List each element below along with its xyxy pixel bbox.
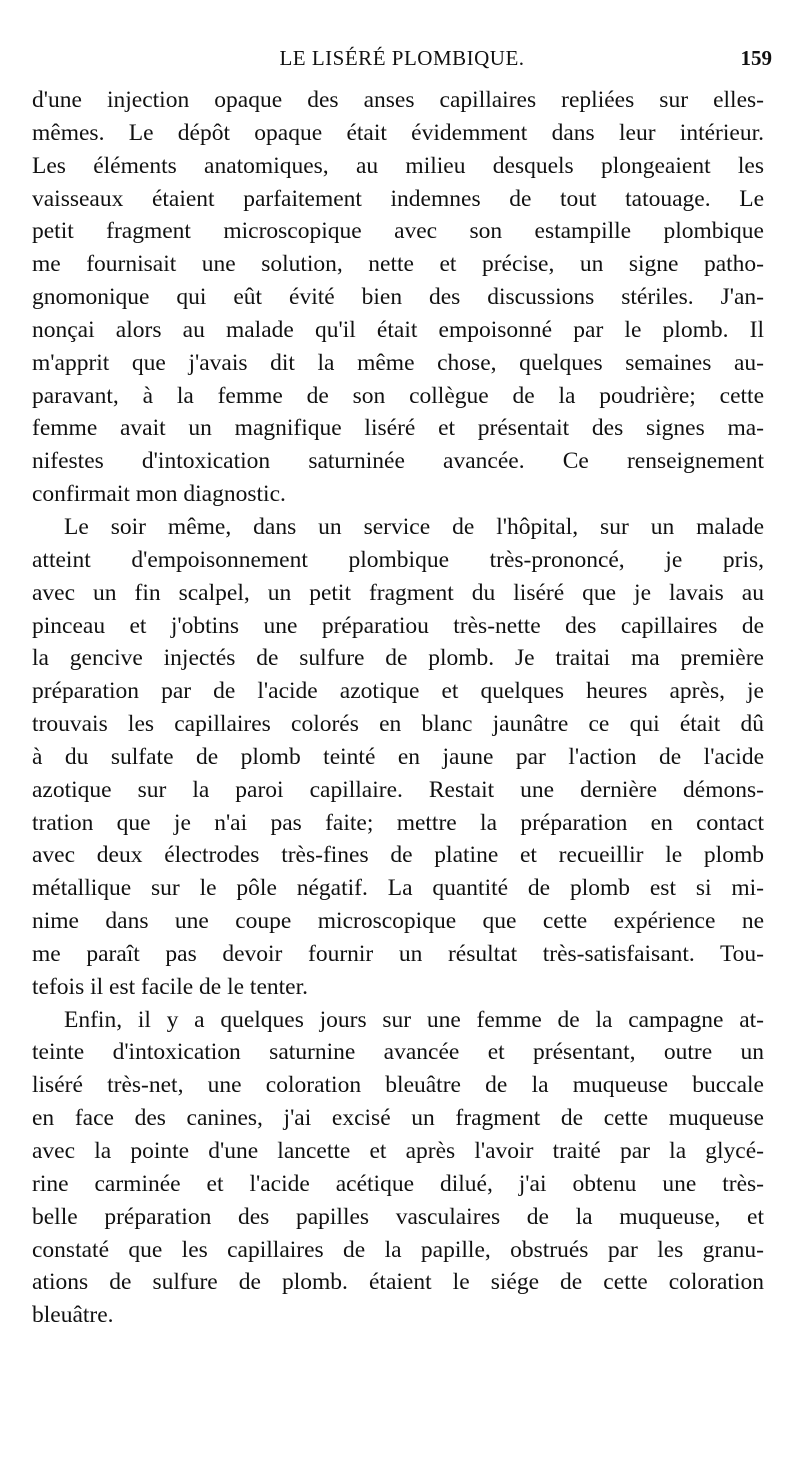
text-line: me fournisait une solution, nette et précise, un signe patho- [32, 251, 764, 278]
text-line: bleuâtre. [32, 1302, 114, 1329]
text-line: liséré très-net, une coloration bleuâtre de la muqueuse buccale [32, 1072, 764, 1099]
page-number: 159 [740, 46, 772, 70]
text-line: azotique sur la paroi capillaire. Restait une dernière démons- [32, 776, 764, 803]
text-line: confirmait mon diagnostic. [32, 481, 286, 508]
text-line: avec deux électrodes très-fines de platine et recueillir le plomb [32, 842, 764, 869]
text-line: petit fragment microscopique avec son estampille plombique [32, 218, 764, 245]
paragraph-3 [32, 1004, 764, 1332]
running-title: LE LISÉRÉ PLOMBIQUE. [279, 46, 525, 70]
text-line: nime dans une coupe microscopique que cette expérience ne [32, 908, 764, 935]
text-line: Le soir même, dans un service de l'hôpital, sur un malade [64, 513, 764, 540]
text-line: teinte d'intoxication saturnine avancée et présentant, outre un [32, 1039, 764, 1066]
text-line: métallique sur le pôle négatif. La quantité de plomb est si mi- [32, 875, 764, 902]
text-line: me paraît pas devoir fournir un résultat très-satisfaisant. Tou- [32, 940, 764, 967]
text-line: préparation par de l'acide azotique et quelques heures après, je [32, 678, 764, 705]
text-line: rine carminée et l'acide acétique dilué, j'ai obtenu une très- [32, 1170, 764, 1197]
text-line: nonçai alors au malade qu'il était empoisonné par le plomb. Il [32, 316, 764, 343]
running-head [32, 46, 772, 76]
text-line: nifestes d'intoxication saturninée avancée. Ce renseignement [32, 448, 764, 475]
text-line: atteint d'empoisonnement plombique très-prononcé, je pris, [32, 546, 764, 573]
text-line: Enfin, il y a quelques jours sur une femme de la campagne at- [64, 1006, 764, 1033]
text-line: gnomonique qui eût évité bien des discussions stériles. J'an- [32, 284, 764, 311]
text-line: vaisseaux étaient parfaitement indemnes de tout tatouage. Le [32, 185, 764, 212]
text-line: tefois il est facile de le tenter. [32, 973, 309, 1000]
text-line: la gencive injectés de sulfure de plomb. Je traitai ma première [32, 645, 764, 672]
text-line: mêmes. Le dépôt opaque était évidemment dans leur intérieur. [32, 119, 764, 146]
text-line: constaté que les capillaires de la papille, obstrués par les granu- [32, 1236, 764, 1263]
text-line: belle préparation des papilles vasculaires de la muqueuse, et [32, 1203, 764, 1230]
text-line: trouvais les capillaires colorés en blanc jaunâtre ce qui était dû [32, 711, 764, 738]
text-line: d'une injection opaque des anses capillaires repliées sur elles- [32, 87, 764, 113]
text-line: tration que je n'ai pas faite; mettre la préparation en contact [32, 809, 764, 836]
text-line: avec la pointe d'une lancette et après l'avoir traité par la glycé- [32, 1138, 764, 1164]
text-line: m'apprit que j'avais dit la même chose, quelques semaines au- [32, 349, 764, 376]
text-line: avec un fin scalpel, un petit fragment du liséré que je lavais au [32, 579, 764, 606]
text-line: paravant, à la femme de son collègue de la poudrière; cette [32, 382, 764, 409]
text-line: ations de sulfure de plomb. étaient le siége de cette coloration [32, 1269, 764, 1296]
text-line: Les éléments anatomiques, au milieu desquels plongeaient les [32, 152, 764, 179]
paragraph-2 [32, 511, 764, 1004]
paragraph-1 [32, 84, 764, 511]
text-line: en face des canines, j'ai excisé un fragment de cette muqueuse [32, 1105, 764, 1132]
body-text [32, 84, 764, 1332]
text-line: à du sulfate de plomb teinté en jaune par l'action de l'acide [32, 743, 764, 770]
text-line: femme avait un magnifique liséré et présentait des signes ma- [32, 415, 764, 442]
text-line: pinceau et j'obtins une préparatiou très-nette des capillaires de [32, 612, 764, 639]
